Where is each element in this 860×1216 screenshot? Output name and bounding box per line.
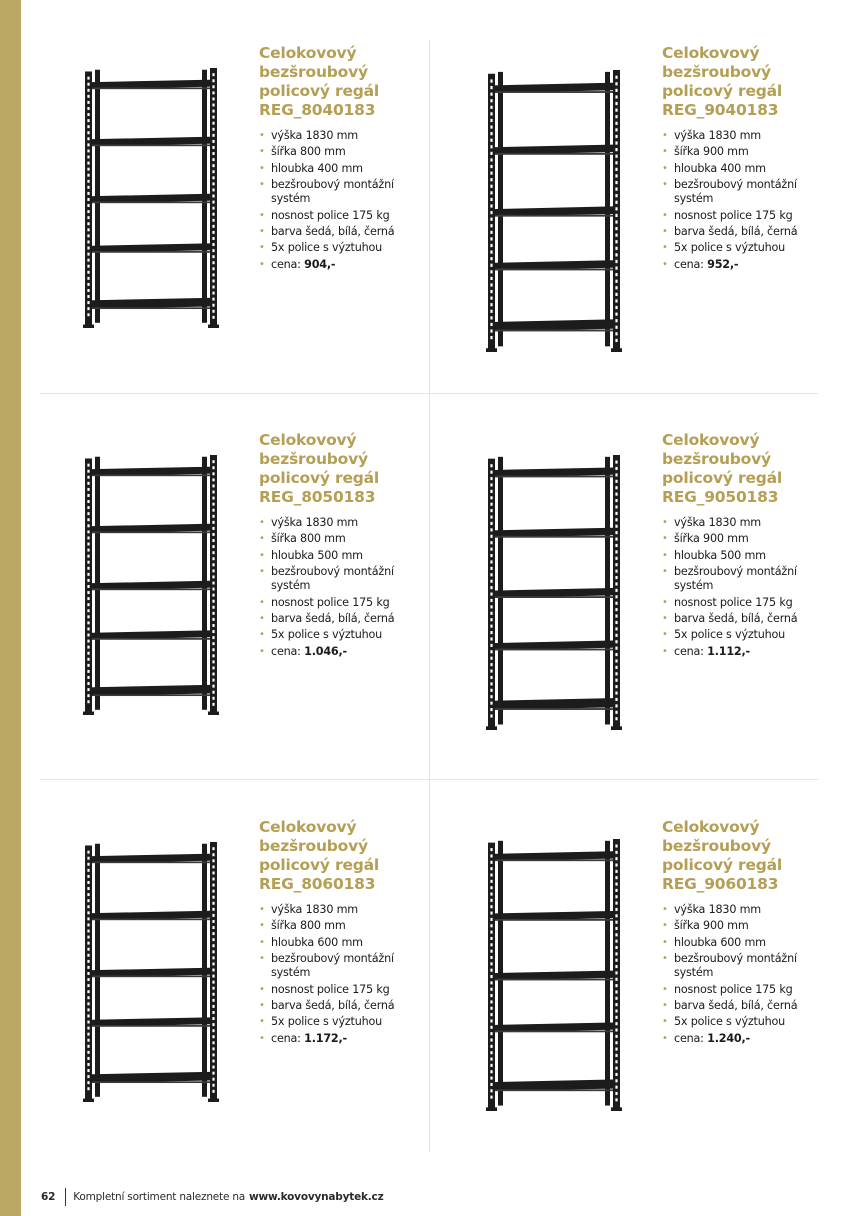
spec-item: • hloubka 600 mm [259,936,424,950]
product-title-line: policový regál [662,469,783,487]
spec-item: • bezšroubový montážní systém [662,178,827,206]
product-title-line: Celokovový [259,44,357,62]
product-title-line: bezšroubový [259,63,368,81]
product-title-line: policový regál [259,469,380,487]
spec-item: • bezšroubový montážní systém [259,952,424,980]
metal-shelf-icon [81,68,221,328]
spec-item: • 5x police s výztuhou [662,628,827,642]
page-footer [41,1188,384,1206]
spec-item: • výška 1830 mm [662,903,827,917]
spec-list [259,516,424,659]
price-item [259,645,424,659]
price-item [259,1032,424,1046]
footer-divider [65,1188,66,1206]
product-code: REG_8040183 [259,101,376,119]
spec-item: • 5x police s výztuhou [662,1015,827,1029]
spec-item: • 5x police s výztuhou [662,241,827,255]
price-label: cena: [271,644,305,658]
product-info [662,44,827,274]
spec-item: • hloubka 600 mm [662,936,827,950]
price-value: 1.172,- [304,1031,347,1045]
product-title-line: Celokovový [662,431,760,449]
price-label: cena: [674,1031,708,1045]
spec-item: • šířka 800 mm [259,532,424,546]
spec-item: • barva šedá, bílá, černá [662,999,827,1013]
price-label: cena: [271,1031,305,1045]
product-title-line: policový regál [662,856,783,874]
gold-side-stripe [0,0,21,1216]
price-value: 1.046,- [304,644,347,658]
product-title [662,431,827,507]
spec-item: • nosnost police 175 kg [662,596,827,610]
spec-list [662,516,827,659]
product-title [662,818,827,894]
product-title-line: Celokovový [259,818,357,836]
spec-item: • hloubka 400 mm [259,162,424,176]
price-value: 1.240,- [707,1031,750,1045]
product-card [444,427,832,813]
price-item [662,645,827,659]
product-title-line: Celokovový [662,44,760,62]
product-title [662,44,827,120]
spec-item: • 5x police s výztuhou [259,241,424,255]
product-info [259,818,424,1048]
spec-item: • nosnost police 175 kg [259,596,424,610]
spec-item: • bezšroubový montážní systém [662,565,827,593]
spec-item: • výška 1830 mm [259,903,424,917]
spec-item: • šířka 800 mm [259,145,424,159]
spec-item: • výška 1830 mm [259,516,424,530]
price-value: 904,- [304,257,336,271]
footer-website-link[interactable]: www.kovovynabytek.cz [249,1191,384,1203]
product-info [662,431,827,661]
product-code: REG_8050183 [259,488,376,506]
product-card [41,814,429,1200]
spec-item: • bezšroubový montážní systém [662,952,827,980]
spec-list [259,903,424,1046]
price-value: 1.112,- [707,644,750,658]
product-info [259,44,424,274]
product-card [444,40,832,426]
product-title-line: bezšroubový [662,450,771,468]
metal-shelf-icon [81,842,221,1102]
product-title-line: bezšroubový [259,837,368,855]
spec-item: • barva šedá, bílá, černá [259,225,424,239]
spec-item: • šířka 900 mm [662,145,827,159]
product-title [259,44,424,120]
product-code: REG_9060183 [662,875,779,893]
spec-item: • šířka 900 mm [662,919,827,933]
price-label: cena: [271,257,305,271]
metal-shelf-icon [81,455,221,715]
spec-item: • barva šedá, bílá, černá [662,612,827,626]
spec-item: • výška 1830 mm [662,129,827,143]
product-card [41,40,429,426]
footer-text: Kompletní sortiment naleznete na [73,1191,246,1203]
spec-item: • nosnost police 175 kg [662,983,827,997]
spec-list [259,129,424,272]
price-label: cena: [674,644,708,658]
vertical-divider [429,40,430,1152]
spec-item: • výška 1830 mm [662,516,827,530]
spec-item: • nosnost police 175 kg [662,209,827,223]
spec-item: • barva šedá, bílá, černá [662,225,827,239]
spec-item: • hloubka 500 mm [662,549,827,563]
price-value: 952,- [707,257,739,271]
metal-shelf-icon [484,70,624,352]
spec-item: • 5x police s výztuhou [259,1015,424,1029]
product-title-line: bezšroubový [662,63,771,81]
spec-list [662,129,827,272]
metal-shelf-icon [484,839,624,1111]
spec-item: • hloubka 400 mm [662,162,827,176]
spec-item: • nosnost police 175 kg [259,209,424,223]
product-code: REG_8060183 [259,875,376,893]
product-info [259,431,424,661]
spec-item: • nosnost police 175 kg [259,983,424,997]
spec-item: • barva šedá, bílá, černá [259,612,424,626]
spec-item: • šířka 900 mm [662,532,827,546]
product-title-line: policový regál [259,82,380,100]
spec-item: • bezšroubový montážní systém [259,565,424,593]
product-card [444,814,832,1200]
product-title-line: bezšroubový [662,837,771,855]
product-code: REG_9040183 [662,101,779,119]
metal-shelf-icon [484,455,624,730]
product-title-line: policový regál [259,856,380,874]
spec-item: • výška 1830 mm [259,129,424,143]
spec-item: • hloubka 500 mm [259,549,424,563]
product-title [259,431,424,507]
product-title-line: Celokovový [259,431,357,449]
spec-item: • šířka 800 mm [259,919,424,933]
spec-list [662,903,827,1046]
price-item [662,258,827,272]
product-title-line: bezšroubový [259,450,368,468]
price-item [662,1032,827,1046]
product-title-line: policový regál [662,82,783,100]
product-title-line: Celokovový [662,818,760,836]
spec-item: • barva šedá, bílá, černá [259,999,424,1013]
product-title [259,818,424,894]
spec-item: • 5x police s výztuhou [259,628,424,642]
product-info [662,818,827,1048]
page-number: 62 [41,1191,56,1203]
product-code: REG_9050183 [662,488,779,506]
spec-item: • bezšroubový montážní systém [259,178,424,206]
price-item [259,258,424,272]
price-label: cena: [674,257,708,271]
product-card [41,427,429,813]
